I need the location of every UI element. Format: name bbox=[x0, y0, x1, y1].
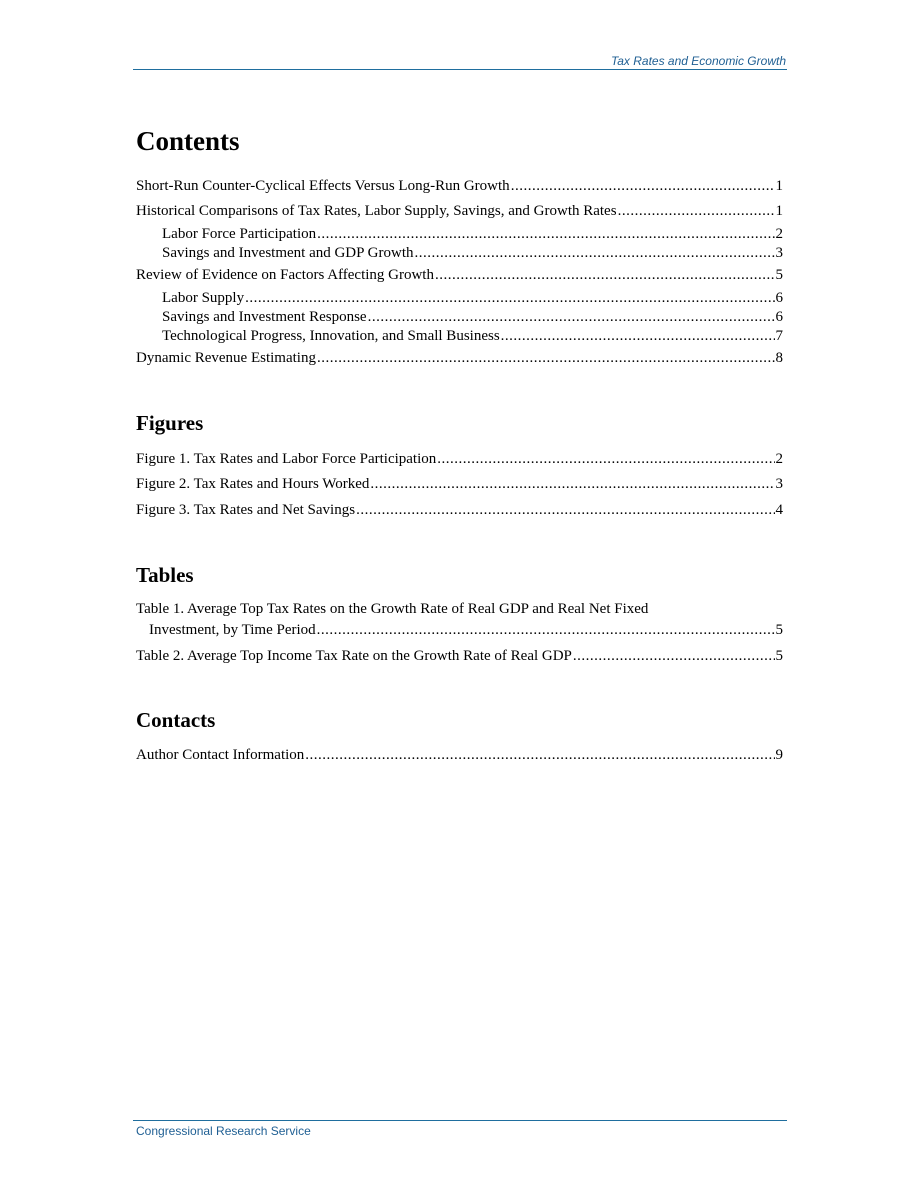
toc-entry-title: Table 2. Average Top Income Tax Rate on the Growth Rate of Real GDP bbox=[136, 648, 572, 664]
toc-entry[interactable] bbox=[136, 266, 783, 285]
figure-entry[interactable] bbox=[136, 475, 783, 494]
toc-page-number: 6 bbox=[775, 309, 783, 325]
toc-entry-title: Author Contact Information bbox=[136, 747, 305, 763]
dot-leader bbox=[317, 225, 774, 244]
toc-entry[interactable] bbox=[136, 202, 783, 221]
figure-entry[interactable] bbox=[136, 501, 783, 520]
running-header bbox=[133, 54, 787, 70]
dot-leader bbox=[370, 475, 774, 494]
footer-text: Congressional Research Service bbox=[136, 1124, 311, 1138]
dot-leader bbox=[317, 621, 775, 640]
toc-page-number: 3 bbox=[775, 476, 783, 492]
header-title: Tax Rates and Economic Growth bbox=[611, 54, 786, 68]
dot-leader bbox=[415, 244, 775, 263]
figure-entry[interactable] bbox=[136, 450, 783, 469]
toc-entry-title: Historical Comparisons of Tax Rates, Labor Supply, Savings, and Growth Rates bbox=[136, 203, 617, 219]
toc-page-number: 7 bbox=[775, 328, 783, 344]
dot-leader bbox=[501, 327, 775, 346]
dot-leader bbox=[435, 266, 775, 285]
table-entry[interactable] bbox=[136, 647, 783, 666]
toc-entry-title: Figure 3. Tax Rates and Net Savings bbox=[136, 502, 356, 518]
toc-page-number: 5 bbox=[775, 622, 783, 638]
toc-entry-title: Investment, by Time Period bbox=[149, 622, 316, 638]
toc-subentry[interactable] bbox=[162, 244, 783, 263]
contacts-heading: Contacts bbox=[136, 708, 216, 732]
toc-entry-title: Short-Run Counter-Cyclical Effects Versus Long-Run Growth bbox=[136, 178, 510, 194]
dot-leader bbox=[573, 647, 775, 666]
toc-page-number: 1 bbox=[775, 203, 783, 219]
toc-page-number: 3 bbox=[775, 245, 783, 261]
dot-leader bbox=[245, 289, 774, 308]
toc-page-number: 2 bbox=[775, 226, 783, 242]
table-entry[interactable] bbox=[149, 621, 783, 640]
toc-page-number: 2 bbox=[775, 451, 783, 467]
dot-leader bbox=[437, 450, 774, 469]
toc-subentry[interactable] bbox=[162, 289, 783, 308]
toc-entry-title: Dynamic Revenue Estimating bbox=[136, 350, 316, 366]
toc-entry[interactable] bbox=[136, 349, 783, 368]
toc-page-number: 8 bbox=[775, 350, 783, 366]
toc-subentry[interactable] bbox=[162, 327, 783, 346]
dot-leader bbox=[356, 501, 774, 520]
toc-page-number: 5 bbox=[775, 648, 783, 664]
dot-leader bbox=[368, 308, 775, 327]
dot-leader bbox=[305, 746, 774, 765]
toc-subentry[interactable] bbox=[162, 225, 783, 244]
figures-heading: Figures bbox=[136, 411, 204, 435]
toc-entry-title: Review of Evidence on Factors Affecting Growth bbox=[136, 267, 434, 283]
running-footer bbox=[133, 1120, 787, 1138]
toc-entry[interactable] bbox=[136, 177, 783, 196]
table-entry-first-line[interactable]: Table 1. Average Top Tax Rates on the Growth Rate of Real GDP and Real Net Fixed bbox=[136, 601, 649, 617]
toc-entry-title: Figure 1. Tax Rates and Labor Force Participation bbox=[136, 451, 437, 467]
toc-entry-title: Savings and Investment Response bbox=[162, 309, 367, 325]
dot-leader bbox=[618, 202, 775, 221]
contact-entry[interactable] bbox=[136, 746, 783, 765]
toc-page-number: 1 bbox=[775, 178, 783, 194]
toc-page-number: 4 bbox=[775, 502, 783, 518]
toc-page-number: 6 bbox=[775, 290, 783, 306]
dot-leader bbox=[317, 349, 775, 368]
toc-entry-title: Labor Force Participation bbox=[162, 226, 317, 242]
dot-leader bbox=[511, 177, 775, 196]
toc-page-number: 9 bbox=[775, 747, 783, 763]
toc-entry-title: Savings and Investment and GDP Growth bbox=[162, 245, 414, 261]
tables-heading: Tables bbox=[136, 563, 194, 587]
toc-entry-title: Technological Progress, Innovation, and Small Business bbox=[162, 328, 500, 344]
contents-heading: Contents bbox=[136, 126, 240, 156]
toc-entry-title: Figure 2. Tax Rates and Hours Worked bbox=[136, 476, 370, 492]
toc-page-number: 5 bbox=[775, 267, 783, 283]
toc-entry-title: Labor Supply bbox=[162, 290, 245, 306]
toc-subentry[interactable] bbox=[162, 308, 783, 327]
